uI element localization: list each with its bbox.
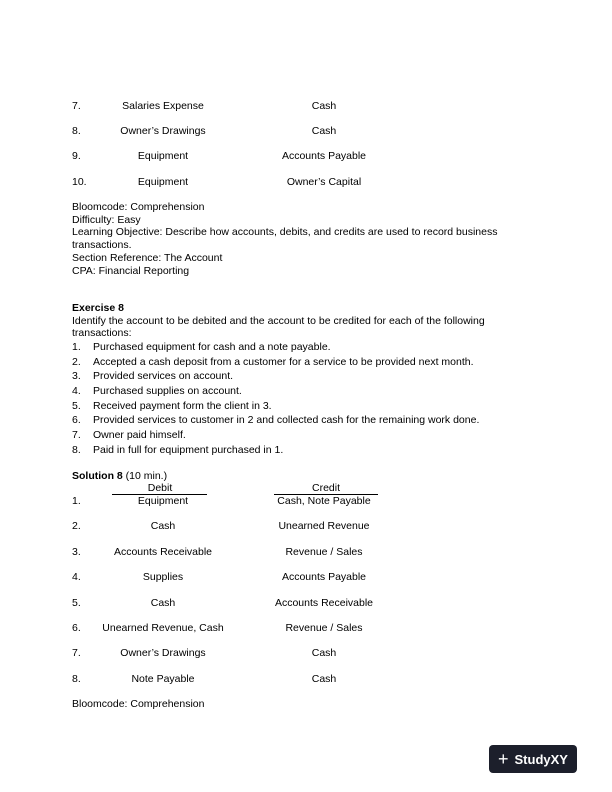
- exercise-list: [72, 340, 542, 458]
- plus-icon: +: [498, 749, 509, 769]
- list-item: [72, 369, 542, 384]
- row-number: 7.: [72, 647, 81, 659]
- credit-account: Owner’s Capital: [286, 176, 362, 188]
- difficulty: Difficulty: Easy: [72, 213, 141, 226]
- learning-objective: Learning Objective: Describe how accounts, debits, and credits are used to record business transactions.: [72, 226, 498, 252]
- list-item: [72, 399, 542, 414]
- row-number: 2.: [72, 520, 81, 532]
- exercise-title: Exercise 8: [72, 302, 124, 314]
- item-text: Accepted a cash deposit from a customer for a service to be provided next month.: [93, 355, 474, 368]
- exercise-block: [72, 302, 532, 340]
- credit-account: Revenue / Sales: [285, 622, 363, 634]
- row-number: 6.: [72, 622, 81, 634]
- row-number: 7.: [72, 100, 81, 112]
- debit-account: Owner’s Drawings: [120, 647, 206, 659]
- debit-account: Supplies: [142, 571, 184, 583]
- item-text: Purchased supplies on account.: [93, 385, 242, 398]
- item-number: 6.: [72, 414, 81, 427]
- item-number: 3.: [72, 370, 81, 383]
- debit-account: Unearned Revenue, Cash: [102, 622, 224, 634]
- item-number: 5.: [72, 399, 81, 412]
- row-number: 8.: [72, 673, 81, 685]
- solution-title: Solution 8: [72, 470, 123, 482]
- section-reference: Section Reference: The Account: [72, 251, 223, 264]
- cpa-reference: CPA: Financial Reporting: [72, 264, 190, 277]
- list-item: [72, 340, 542, 355]
- item-number: 4.: [72, 385, 81, 398]
- debit-account: Note Payable: [131, 673, 195, 685]
- list-item: [72, 443, 542, 458]
- row-number: 1.: [72, 495, 81, 507]
- studyxy-logo[interactable]: [489, 745, 577, 773]
- exercise-intro: Identify the account to be debited and the account to be credited for each of the following transactions:: [72, 314, 485, 340]
- credit-account: Unearned Revenue: [278, 520, 370, 532]
- row-number: 8.: [72, 125, 81, 137]
- credit-account: Cash: [311, 673, 337, 685]
- credit-account: Revenue / Sales: [285, 546, 363, 558]
- item-text: Purchased equipment for cash and a note payable.: [93, 341, 331, 353]
- credit-account: Cash: [311, 125, 337, 137]
- list-item: [72, 413, 542, 428]
- row-number: 4.: [72, 571, 81, 583]
- credit-account: Accounts Receivable: [274, 597, 374, 609]
- bloomcode-bottom: Bloomcode: Comprehension: [72, 698, 205, 710]
- row-number: 5.: [72, 597, 81, 609]
- item-text: Provided services on account.: [93, 370, 234, 383]
- debit-header: Debit: [147, 482, 173, 494]
- bloomcode: Bloomcode: Comprehension: [72, 201, 205, 213]
- debit-account: Equipment: [137, 176, 189, 188]
- credit-header: Credit: [311, 482, 340, 494]
- credit-account: Cash: [311, 647, 337, 659]
- item-number: 7.: [72, 429, 81, 442]
- item-number: 8.: [72, 443, 81, 456]
- credit-account: Accounts Payable: [281, 150, 367, 162]
- debit-account: Accounts Receivable: [113, 546, 213, 558]
- debit-account: Owner’s Drawings: [120, 125, 206, 137]
- meta-block: [72, 201, 532, 277]
- debit-account: Equipment: [137, 150, 189, 162]
- item-text: Received payment form the client in 3.: [93, 399, 272, 412]
- debit-account: Equipment: [137, 495, 189, 507]
- list-item: [72, 355, 542, 370]
- list-item: [72, 428, 542, 443]
- debit-account: Cash: [150, 520, 176, 532]
- item-number: 1.: [72, 341, 81, 353]
- row-number: 3.: [72, 546, 81, 558]
- item-text: Owner paid himself.: [93, 429, 186, 442]
- credit-account: Cash, Note Payable: [277, 495, 371, 507]
- row-number: 10.: [72, 176, 87, 188]
- logo-text: StudyXY: [514, 751, 568, 767]
- item-number: 2.: [72, 355, 81, 368]
- credit-account: Accounts Payable: [281, 571, 367, 583]
- solution-time: (10 min.): [122, 470, 168, 482]
- item-text: Paid in full for equipment purchased in 1.: [93, 443, 284, 456]
- debit-account: Cash: [150, 597, 176, 609]
- debit-account: Salaries Expense: [122, 100, 204, 112]
- item-text: Provided services to customer in 2 and collected cash for the remaining work done.: [93, 414, 480, 427]
- credit-account: Cash: [311, 100, 337, 112]
- row-number: 9.: [72, 150, 81, 162]
- list-item: [72, 384, 542, 399]
